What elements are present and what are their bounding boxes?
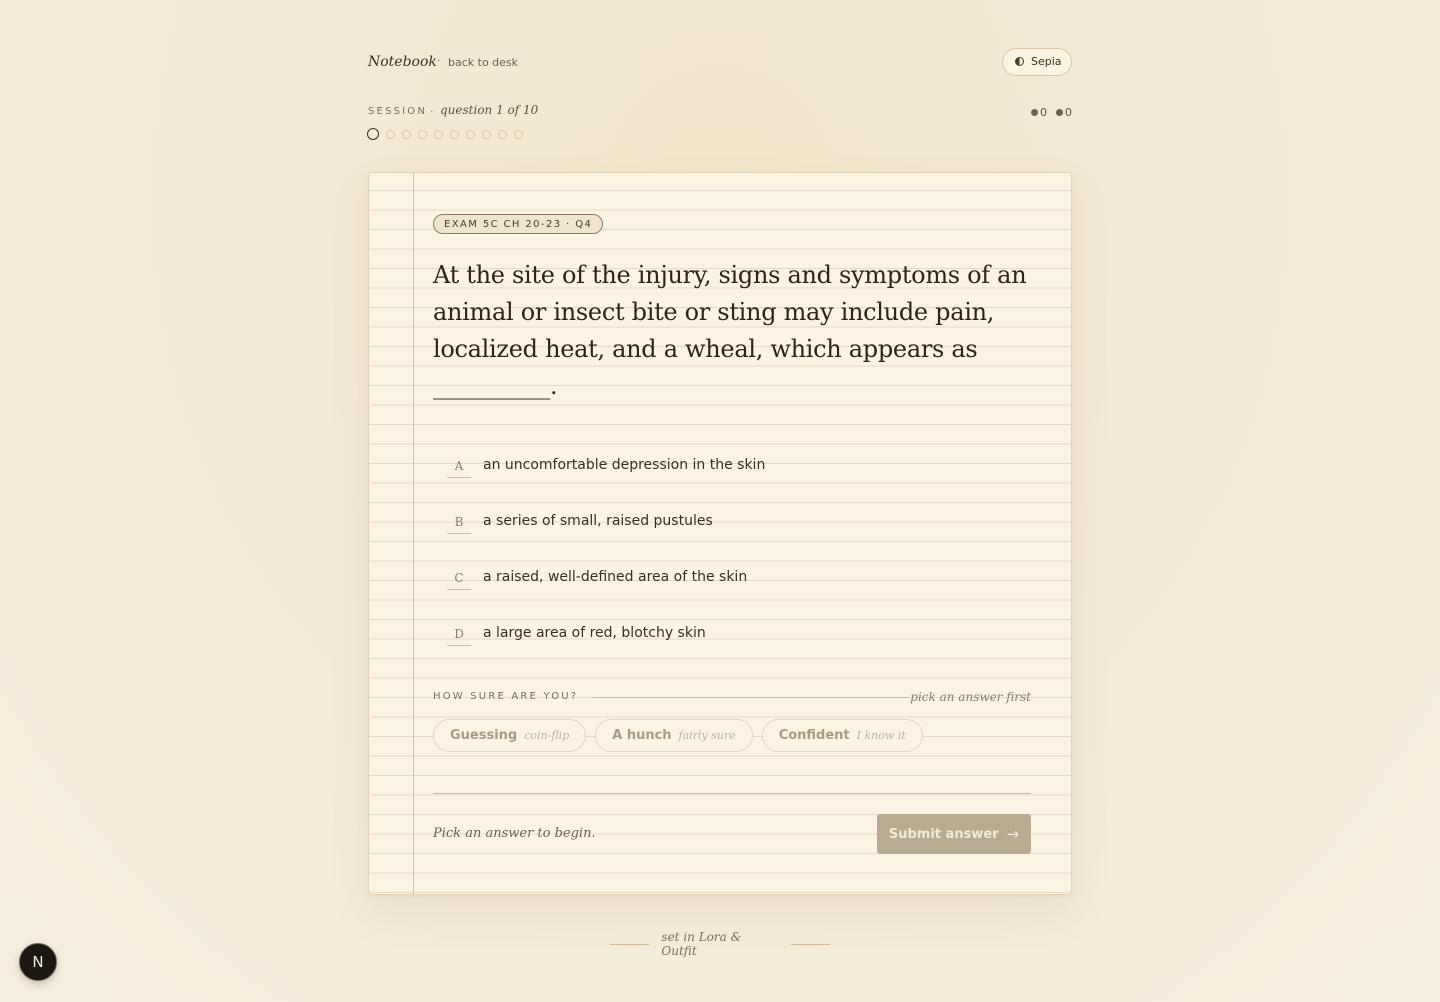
- question-counter: question 1 of 10: [440, 103, 539, 117]
- correct-count-value: 0: [1040, 106, 1047, 119]
- progress-dot: [402, 130, 411, 139]
- back-to-desk-link[interactable]: back to desk: [448, 56, 519, 69]
- confidence-options: [433, 719, 923, 752]
- contrast-icon: [1015, 57, 1024, 66]
- session-label: SESSION: [368, 106, 428, 117]
- status-prompt: Pick an answer to begin.: [433, 826, 596, 841]
- wrong-count: [1056, 106, 1072, 119]
- option-letter: B: [447, 511, 471, 534]
- progress-dot: [466, 130, 475, 139]
- confidence-guessing-button[interactable]: [433, 719, 586, 752]
- confidence-name: A hunch: [612, 728, 672, 743]
- progress-dot: [418, 130, 427, 139]
- colophon-rule-left: [610, 944, 649, 945]
- progress-dot: [498, 130, 507, 139]
- wrong-dot-icon: [1056, 109, 1063, 116]
- score-stats: [1031, 106, 1072, 119]
- option-text: a large area of red, blotchy skin: [483, 625, 706, 641]
- progress-dot: [514, 130, 523, 139]
- question-card: [368, 172, 1072, 895]
- theme-label: Sepia: [1031, 55, 1062, 68]
- progress-dot: [482, 130, 491, 139]
- option-letter: C: [447, 567, 471, 590]
- confidence-label: HOW SURE ARE YOU?: [433, 691, 579, 702]
- confidence-hint: pick an answer first: [910, 690, 1031, 704]
- colophon-text: set in Lora & Outfit: [661, 930, 742, 958]
- confidence-note: coin-flip: [524, 729, 570, 742]
- confidence-divider: [593, 697, 909, 698]
- submit-label: Submit answer: [888, 826, 999, 842]
- option-c[interactable]: [447, 561, 1027, 617]
- n-badge-button[interactable]: N: [19, 943, 57, 981]
- option-a[interactable]: [447, 449, 1027, 505]
- question-text: At the site of the injury, signs and symptoms of an animal or insect bite or sting may include pain, localized heat, and a wheal, which appears as __________.: [433, 261, 1027, 400]
- correct-dot-icon: [1031, 109, 1038, 116]
- confidence-name: Guessing: [450, 728, 518, 743]
- brand-separator: ·: [437, 54, 441, 67]
- answer-options: [447, 449, 1027, 673]
- app-brand: Notebook: [368, 54, 437, 70]
- colophon: [610, 930, 830, 958]
- wrong-count-value: 0: [1065, 106, 1072, 119]
- theme-toggle-button[interactable]: [1002, 48, 1072, 76]
- option-text: a series of small, raised pustules: [483, 513, 713, 529]
- footer-divider: [433, 793, 1031, 794]
- option-b[interactable]: [447, 505, 1027, 561]
- submit-answer-button[interactable]: [877, 814, 1031, 854]
- session-header: [368, 104, 1072, 144]
- option-text: a raised, well-defined area of the skin: [483, 569, 748, 585]
- confidence-note: I know it: [856, 729, 906, 742]
- confidence-hunch-button[interactable]: [595, 719, 752, 752]
- confidence-name: Confident: [778, 728, 850, 743]
- progress-dot: [434, 130, 443, 139]
- arrow-right-icon: →: [1006, 825, 1020, 843]
- question-tag: EXAM 5C CH 20-23 · Q4: [433, 214, 603, 234]
- progress-dot: [386, 130, 395, 139]
- progress-dots: [367, 128, 523, 140]
- notebook-margin-line: [413, 173, 414, 894]
- option-text: an uncomfortable depression in the skin: [483, 457, 766, 473]
- confidence-note: fairly sure: [678, 729, 736, 742]
- session-separator: ·: [430, 105, 434, 118]
- option-letter: D: [447, 623, 471, 646]
- progress-dot: [450, 130, 459, 139]
- progress-dot-current: [367, 128, 379, 140]
- option-d[interactable]: [447, 617, 1027, 673]
- option-letter: A: [447, 455, 471, 478]
- confidence-confident-button[interactable]: [762, 719, 923, 752]
- top-bar: [368, 48, 1072, 78]
- colophon-rule-right: [791, 944, 830, 945]
- correct-count: [1031, 106, 1047, 119]
